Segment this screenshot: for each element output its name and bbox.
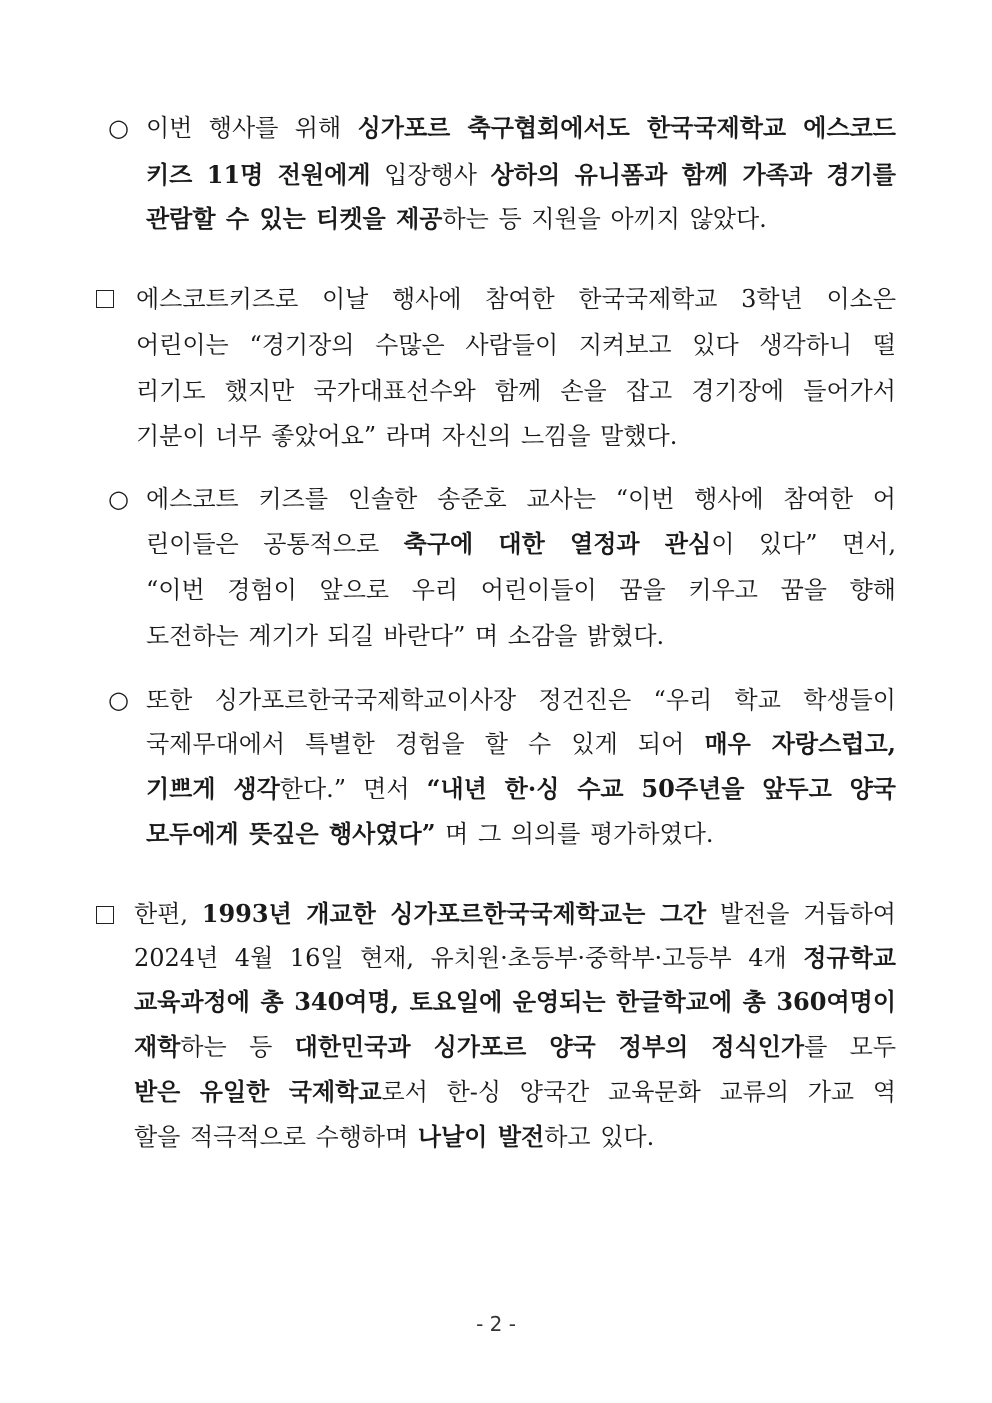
- paragraph-line: 교육과정에 총 340여명, 토요일에 운영되는 한글학교에 총 360여명이: [134, 987, 896, 1016]
- paragraph-line: 이번 행사를 위해 싱가포르 축구협회에서도 한국국제학교 에스코드: [146, 113, 896, 142]
- paragraph-line: 어린이는 “경기장의 수많은 사람들이 지켜보고 있다 생각하니 떨: [136, 331, 896, 359]
- circle-bullet: ○: [108, 686, 129, 714]
- paragraph-line: 할을 적극적으로 수행하며 나날이 발전하고 있다.: [134, 1122, 655, 1151]
- square-bullet-icon: [96, 906, 114, 924]
- square-bullet-icon: [96, 290, 114, 308]
- circle-bullet: ○: [108, 485, 129, 513]
- paragraph-line: 키즈 11명 전원에게 입장행사 상하의 유니폼과 함께 가족과 경기를: [146, 160, 896, 189]
- paragraph-line: 2024년 4월 16일 현재, 유치원·초등부·중학부·고등부 4개 정규학교: [134, 943, 896, 972]
- paragraph-line: 에스코트 키즈를 인솔한 송준호 교사는 “이번 행사에 참여한 어: [146, 485, 896, 513]
- circle-bullet: ○: [108, 114, 129, 142]
- paragraph-line: 리기도 했지만 국가대표선수와 함께 손을 잡고 경기장에 들어가서: [136, 377, 896, 405]
- paragraph-line: 관람할 수 있는 티켓을 제공하는 등 지원을 아끼지 않았다.: [146, 204, 767, 233]
- paragraph-line: 기쁘게 생각한다.” 면서 “내년 한·싱 수교 50주년을 앞두고 양국: [146, 774, 896, 803]
- paragraph-line: 모두에게 뜻깊은 행사였다” 며 그 의의를 평가하였다.: [146, 819, 714, 848]
- paragraph-line: 한편, 1993년 개교한 싱가포르한국국제학교는 그간 발전을 거듭하여: [134, 899, 896, 928]
- paragraph-line: 받은 유일한 국제학교로서 한-싱 양국간 교육문화 교류의 가교 역: [134, 1077, 896, 1106]
- page-number: - 2 -: [476, 1312, 516, 1336]
- paragraph-line: 에스코트키즈로 이날 행사에 참여한 한국국제학교 3학년 이소은: [136, 285, 896, 313]
- paragraph-line: 재학하는 등 대한민국과 싱가포르 양국 정부의 정식인가를 모두: [134, 1032, 897, 1061]
- paragraph-line: 린이들은 공통적으로 축구에 대한 열정과 관심이 있다” 면서,: [146, 529, 897, 558]
- paragraph-line: 또한 싱가포르한국국제학교이사장 정건진은 “우리 학교 학생들이: [146, 686, 896, 714]
- paragraph-line: “이번 경험이 앞으로 우리 어린이들이 꿈을 키우고 꿈을 향해: [146, 576, 896, 604]
- paragraph-line: 국제무대에서 특별한 경험을 할 수 있게 되어 매우 자랑스럽고,: [146, 729, 897, 758]
- paragraph-line: 기분이 너무 좋았어요” 라며 자신의 느낌을 말했다.: [136, 422, 678, 450]
- paragraph-line: 도전하는 계기가 되길 바란다” 며 소감을 밝혔다.: [146, 622, 665, 650]
